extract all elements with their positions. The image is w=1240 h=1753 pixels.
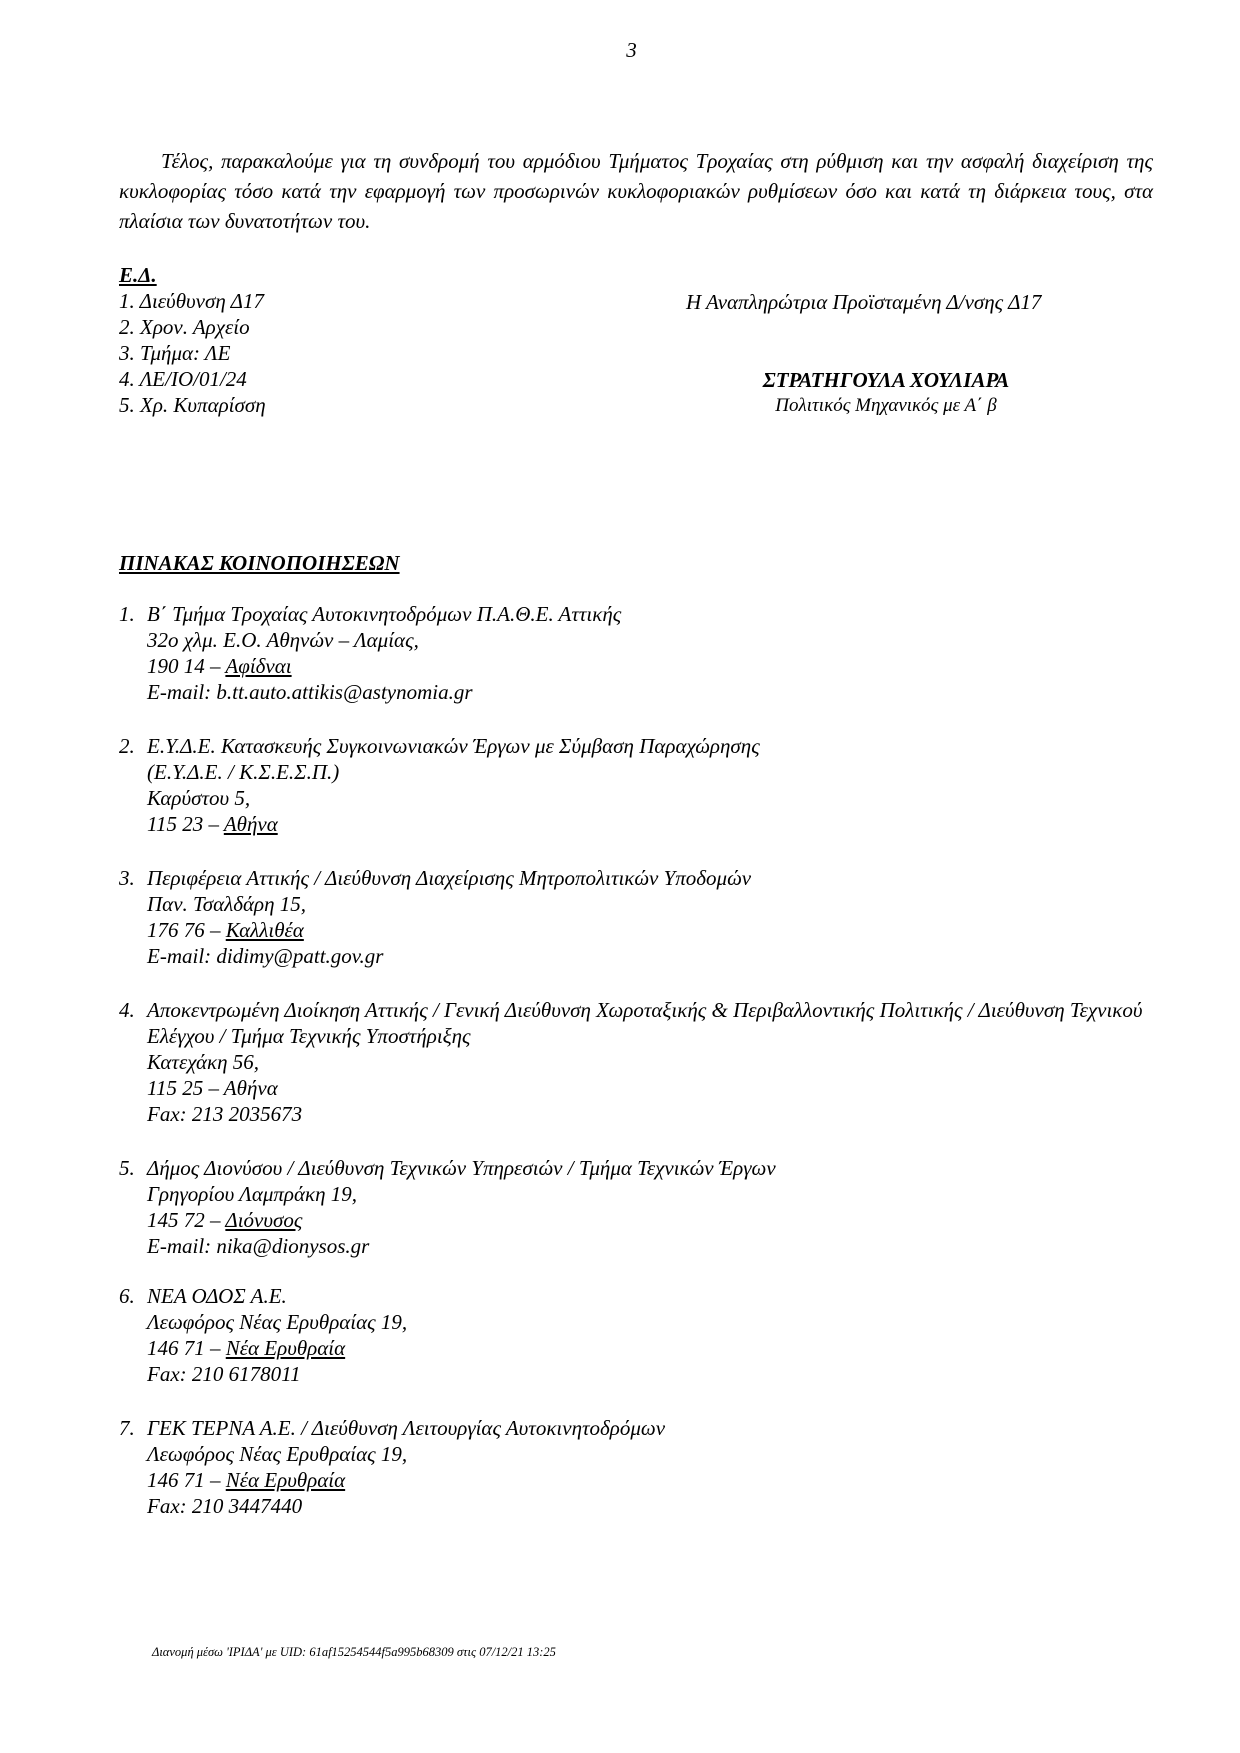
- recipient-city: Καλλιθέα: [225, 918, 304, 942]
- recipient-address: Κατεχάκη 56,: [147, 1050, 260, 1074]
- recipient-number: 5.: [119, 1156, 135, 1180]
- recipients-list: [119, 601, 1169, 1547]
- recipient-name: Ε.Υ.Δ.Ε. Κατασκευής Συγκοινωνιακών Έργων με Σύμβαση Παραχώρησης: [147, 734, 760, 758]
- recipient-address: Γρηγορίου Λαμπράκη 19,: [147, 1182, 358, 1206]
- recipient-city: Αφίδναι: [225, 654, 292, 678]
- recipient-postal-line: [147, 1207, 1169, 1233]
- distribution-footer: Διανομή μέσω 'ΙΡΙΔΑ' με UID: 61af15254544f5a995b68309 στις 07/12/21 13:25: [152, 1645, 556, 1659]
- page-number: 3: [626, 38, 637, 62]
- recipient-postal-line: [147, 653, 1169, 679]
- signatory-name: ΣΤΡΑΤΗΓΟΥΛΑ ΧΟΥΛΙΑΡΑ: [762, 368, 1010, 392]
- recipient-postal-line: [147, 1335, 1169, 1361]
- recipient-postal-code: 146 71 –: [147, 1336, 226, 1360]
- recipient-contact: Fax: 210 3447440: [147, 1494, 303, 1518]
- recipient-details: [147, 1283, 1169, 1387]
- recipient-address: Καρύστου 5,: [147, 786, 251, 810]
- recipient-number: 3.: [119, 866, 135, 890]
- recipient-details: [147, 997, 1169, 1127]
- recipient-details: [147, 733, 1169, 837]
- recipient-city: Νέα Ερυθραία: [225, 1468, 346, 1492]
- recipient-details: [147, 1415, 1169, 1519]
- recipient-postal-code: 146 71 –: [147, 1468, 226, 1492]
- recipients-title: ΠΙΝΑΚΑΣ ΚΟΙΝΟΠΟΙΗΣΕΩΝ: [119, 551, 400, 575]
- recipient-postal-line: [147, 1467, 1169, 1493]
- intro-paragraph: Τέλος, παρακαλούμε για τη συνδρομή του αρμόδιου Τμήματος Τροχαίας στη ρύθμιση και την ασφαλή διαχείριση της κυκλοφορίας τόσο κατά την εφαρμογή των προσωρινών κυκλοφοριακών ρυθμίσεων όσο και κατά τη διάρκεια τους, στα πλαίσια των δυνατοτήτων του.: [119, 149, 1153, 233]
- recipient-number: 6.: [119, 1284, 135, 1308]
- recipient-postal-code: 176 76 –: [147, 918, 226, 942]
- recipient-postal-code: 145 72 –: [147, 1208, 226, 1232]
- recipient-contact: E-mail: didimy@patt.gov.gr: [147, 944, 384, 968]
- recipient-name: Περιφέρεια Αττικής / Διεύθυνση Διαχείρισης Μητροπολιτικών Υποδομών: [147, 866, 752, 890]
- recipient-postal-line: [147, 811, 1169, 837]
- distribution-item: 4. ΛΕ/ΙΟ/01/24: [119, 367, 247, 391]
- recipient-number: 1.: [119, 602, 135, 626]
- recipient-city: Διόνυσος: [225, 1208, 303, 1232]
- recipient-contact: E-mail: nika@dionysos.gr: [147, 1234, 370, 1258]
- recipient-postal-line: 115 25 – Αθήνα: [147, 1076, 278, 1100]
- recipient-address: Λεωφόρος Νέας Ερυθραίας 19,: [147, 1442, 408, 1466]
- recipient-address: Παν. Τσαλδάρη 15,: [147, 892, 307, 916]
- recipient-item: [119, 997, 1169, 1127]
- recipient-name: Δήμος Διονύσου / Διεύθυνση Τεχνικών Υπηρεσιών / Τμήμα Τεχνικών Έργων: [147, 1156, 776, 1180]
- recipient-name: Αποκεντρωμένη Διοίκηση Αττικής / Γενική Διεύθυνση Χωροταξικής & Περιβαλλοντικής Πολιτικής / Διεύθυνση Τεχνικού Ελέγχου / Τμήμα Τεχνικής Υποστήριξης: [147, 998, 1143, 1048]
- recipient-postal-code: 190 14 –: [147, 654, 226, 678]
- recipient-item: [119, 865, 1169, 969]
- recipient-address: Λεωφόρος Νέας Ερυθραίας 19,: [147, 1310, 408, 1334]
- recipient-details: [147, 1155, 1169, 1259]
- recipient-city: Νέα Ερυθραία: [225, 1336, 346, 1360]
- recipient-city: Αθήνα: [223, 812, 278, 836]
- recipient-item: [119, 1155, 1169, 1259]
- distribution-item: 5. Χρ. Κυπαρίσση: [119, 393, 266, 417]
- recipient-name: ΓΕΚ ΤΕΡΝΑ Α.Ε. / Διεύθυνση Λειτουργίας Αυτοκινητοδρόμων: [147, 1416, 666, 1440]
- recipient-details: [147, 601, 1169, 705]
- distribution-item: 2. Χρον. Αρχείο: [119, 315, 250, 339]
- recipient-details: [147, 865, 1169, 969]
- internal-distribution: [119, 262, 266, 418]
- signatory-role: Η Αναπληρώτρια Προϊσταμένη Δ/νσης Δ17: [686, 290, 1042, 314]
- recipient-item: [119, 1283, 1169, 1387]
- recipient-number: 4.: [119, 998, 135, 1022]
- signatory-title: Πολιτικός Μηχανικός με Α΄ β: [775, 395, 997, 416]
- recipient-address: 32ο χλμ. Ε.Ο. Αθηνών – Λαμίας,: [147, 628, 419, 652]
- recipient-contact: E-mail: b.tt.auto.attikis@astynomia.gr: [147, 680, 473, 704]
- distribution-item: 1. Διεύθυνση Δ17: [119, 289, 264, 313]
- recipient-contact: Fax: 213 2035673: [147, 1102, 303, 1126]
- distribution-item: 3. Τμήμα: ΛΕ: [119, 341, 231, 365]
- recipient-number: 2.: [119, 734, 135, 758]
- recipient-name: Β΄ Τμήμα Τροχαίας Αυτοκινητοδρόμων Π.Α.Θ.Ε. Αττικής: [147, 602, 622, 626]
- recipient-contact: Fax: 210 6178011: [147, 1362, 301, 1386]
- recipient-item: [119, 1415, 1169, 1519]
- recipient-name: ΝΕΑ ΟΔΟΣ Α.Ε.: [147, 1284, 287, 1308]
- recipient-number: 7.: [119, 1416, 135, 1440]
- signature-block: [686, 289, 1086, 416]
- recipient-name-line2: (Ε.Υ.Δ.Ε. / Κ.Σ.Ε.Σ.Π.): [147, 760, 340, 784]
- recipient-item: [119, 733, 1169, 837]
- internal-distribution-list: [119, 288, 266, 418]
- recipient-postal-line: [147, 917, 1169, 943]
- internal-distribution-title: Ε.Δ.: [119, 263, 157, 287]
- recipient-postal-code: 115 23 –: [147, 812, 224, 836]
- recipient-item: [119, 601, 1169, 705]
